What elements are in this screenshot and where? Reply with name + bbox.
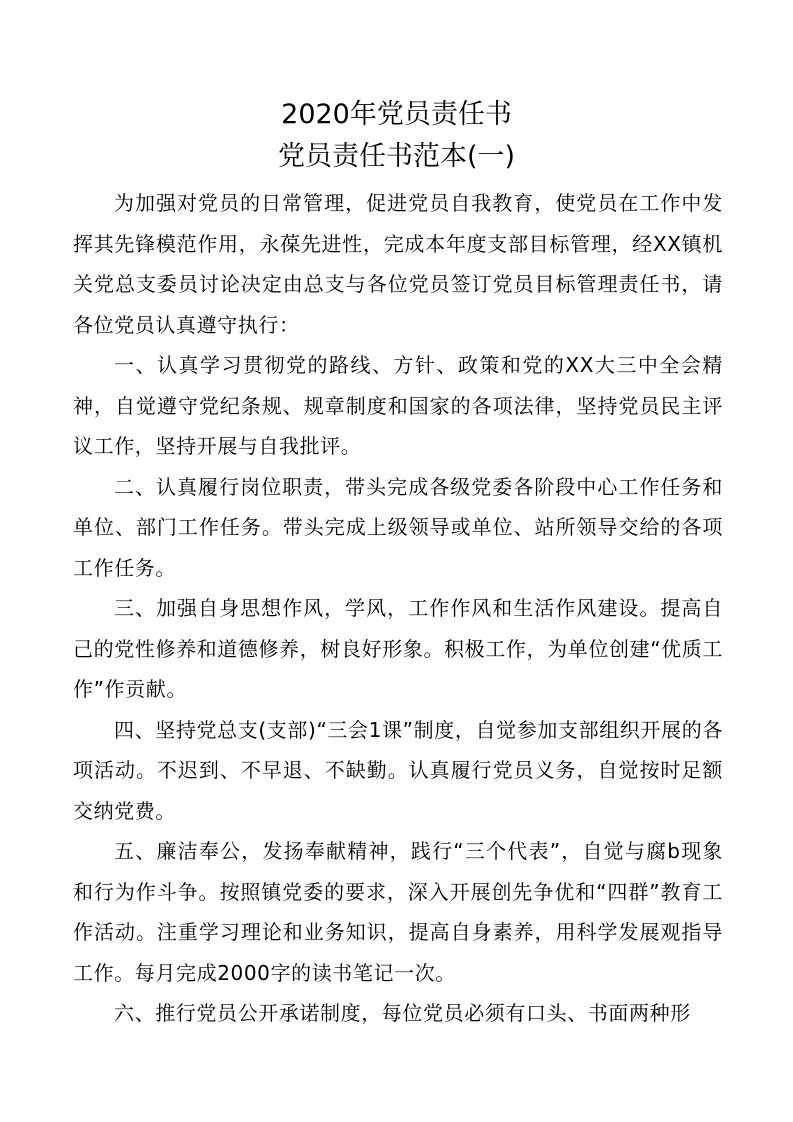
- paragraph-item-4: 四、坚持党总支(支部)“三会1课”制度，自觉参加支部组织开展的各项活动。不迟到、不早退、不缺勤。认真履行党员义务，自觉按时足额交纳党费。: [73, 717, 723, 823]
- paragraph-item-5: 五、廉洁奉公，发扬奉献精神，践行“三个代表”，自觉与腐b现象和行为作斗争。按照镇党委的要求，深入开展创先争优和“四群”教育工作活动。注重学习理论和业务知识，提高自身素养，用科学发展观指导工作。每月完成2000字的读书笔记一次。: [73, 839, 723, 985]
- paragraph-item-3: 三、加强自身思想作风，学风，工作作风和生活作风建设。提高自己的党性修养和道德修养，树良好形象。积极工作，为单位创建“优质工作”作贡献。: [73, 596, 723, 701]
- paragraph-item-1: 一、认真学习贯彻党的路线、方针、政策和党的XX大三中全会精神，自觉遵守党纪条规、规章制度和国家的各项法律，坚持党员民主评议工作，坚持开展与自我批评。: [73, 353, 723, 458]
- document-body: [73, 183, 723, 1034]
- paragraph-item-2: 二、认真履行岗位职责，带头完成各级党委各阶段中心工作任务和单位、部门工作任务。带头完成上级领导或单位、站所领导交给的各项工作任务。: [73, 474, 723, 580]
- document-subtitle: 党员责任书范本(一): [277, 141, 516, 172]
- document-title: 2020年党员责任书: [281, 99, 512, 130]
- paragraph-item-6: 六、推行党员公开承诺制度，每位党员必须有口头、书面两种形: [114, 1001, 691, 1025]
- intro-paragraph: 为加强对党员的日常管理，促进党员自我教育，使党员在工作中发挥其先锋模范作用，永葆先进性，完成本年度支部目标管理，经XX镇机关党总支委员讨论决定由总支与各位党员签订党员目标管理责任书，请各位党员认真遵守执行：: [73, 191, 723, 337]
